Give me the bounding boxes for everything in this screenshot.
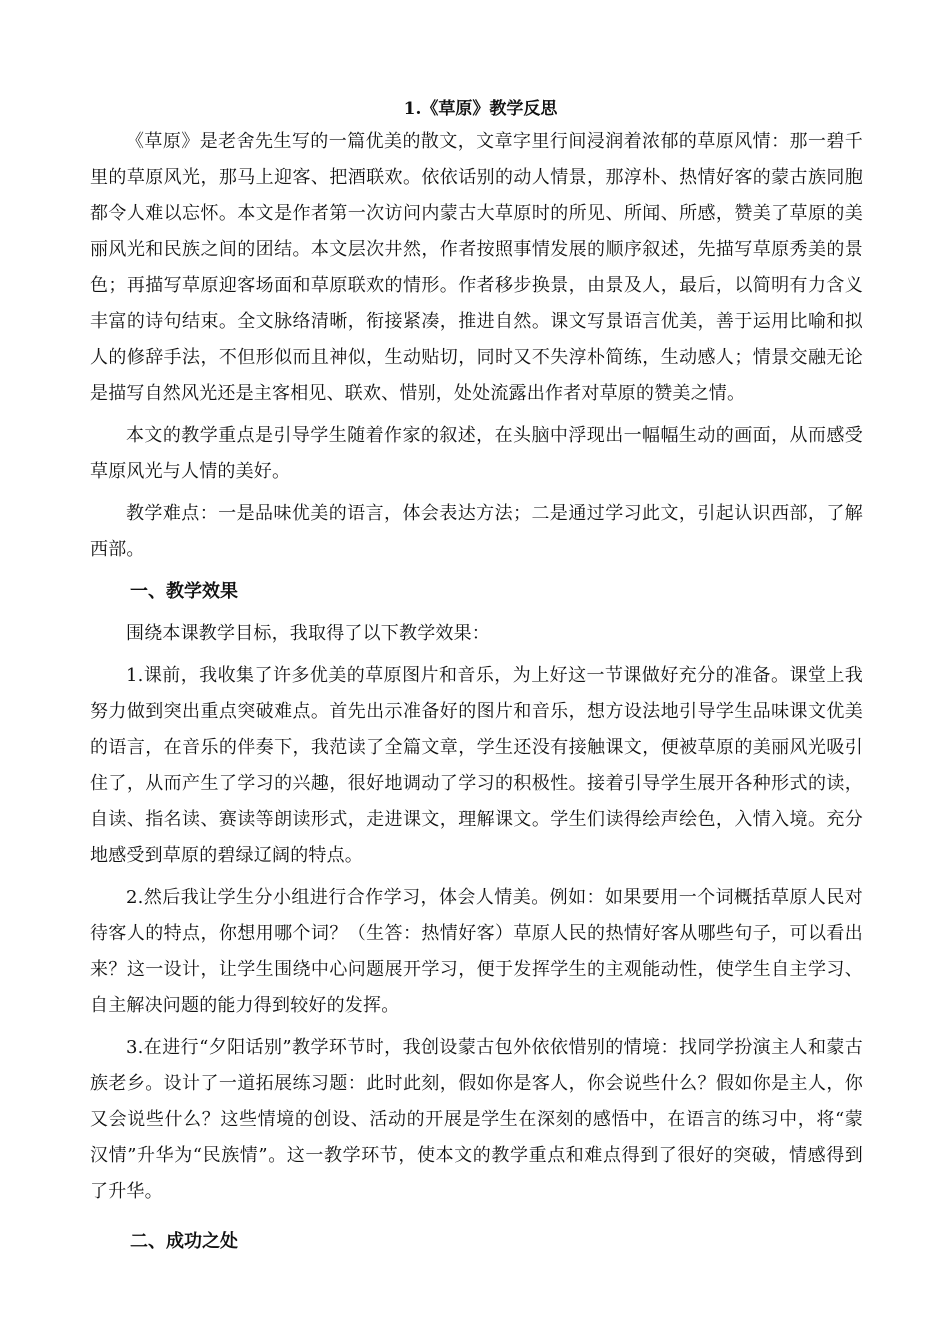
- section-heading-effect: 一、教学效果: [130, 581, 238, 602]
- intro-paragraph: 《草原》是老舍先生写的一篇优美的散文，文章字里行间浸润着浓郁的草原风情：那一碧千里的草原风光，那马上迎客、把酒联欢。依依话别的动人情景，那淳朴、热情好客的蒙古族同胞都令人难以忘怀。本文是作者第一次访问内蒙古大草原时的所见、所闻、所感，赞美了草原的美丽风光和民族之间的团结。本文层次井然，作者按照事情发展的顺序叙述，先描写草原秀美的景色；再描写草原迎客场面和草原联欢的情形。作者移步换景，由景及人，最后，以简明有力含义丰富的诗句结束。全文脉络清晰，衔接紧凑，推进自然。课文写景语言优美，善于运用比喻和拟人的修辞手法，不但形似而且神似，生动贴切，同时又不失淳朴简练，生动感人；情景交融无论是描写自然风光还是主客相见、联欢、惜别，处处流露出作者对草原的赞美之情。: [90, 131, 863, 404]
- effect-point-2: 2.然后我让学生分小组进行合作学习，体会人情美。例如：如果要用一个词概括草原人民对待客人的特点，你想用哪个词？（生答：热情好客）草原人民的热情好客从哪些句子，可以看出来？这一设计，让学生围绕中心问题展开学习，便于发挥学生的主观能动性，使学生自主学习、自主解决问题的能力得到较好的发挥。: [90, 887, 863, 1016]
- document-title: 1.《草原》教学反思: [403, 99, 558, 119]
- section-heading-success: 二、成功之处: [130, 1231, 238, 1252]
- effect-point-1: 1.课前，我收集了许多优美的草原图片和音乐，为上好这一节课做好充分的准备。课堂上我努力做到突出重点突破难点。首先出示准备好的图片和音乐，想方设法地引导学生品味课文优美的语言，在音乐的伴奏下，我范读了全篇文章，学生还没有接触课文，便被草原的美丽风光吸引住了，从而产生了学习的兴趣，很好地调动了学习的积极性。接着引导学生展开各种形式的读，自读、指名读、赛读等朗读形式，走进课文，理解课文。学生们读得绘声绘色，入情入境。充分地感受到草原的碧绿辽阔的特点。: [90, 665, 863, 866]
- effect-point-3: 3.在进行“夕阳话别”教学环节时，我创设蒙古包外依依惜别的情境：找同学扮演主人和蒙古族老乡。设计了一道拓展练习题：此时此刻，假如你是客人，你会说些什么？假如你是主人，你又会说些什么？这些情境的创设、活动的开展是学生在深刻的感悟中，在语言的练习中，将“蒙汉情”升华为“民族情”。这一教学环节，使本文的教学重点和难点得到了很好的突破，情感得到了升华。: [90, 1037, 863, 1202]
- teaching-focus-paragraph: 本文的教学重点是引导学生随着作家的叙述，在头脑中浮现出一幅幅生动的画面，从而感受草原风光与人情的美好。: [90, 425, 863, 482]
- document-page: [90, 96, 863, 1266]
- effect-intro-paragraph: 围绕本课教学目标，我取得了以下教学效果：: [126, 623, 490, 644]
- teaching-difficulty-paragraph: 教学难点：一是品味优美的语言，体会表达方法；二是通过学习此文，引起认识西部，了解西部。: [90, 503, 863, 560]
